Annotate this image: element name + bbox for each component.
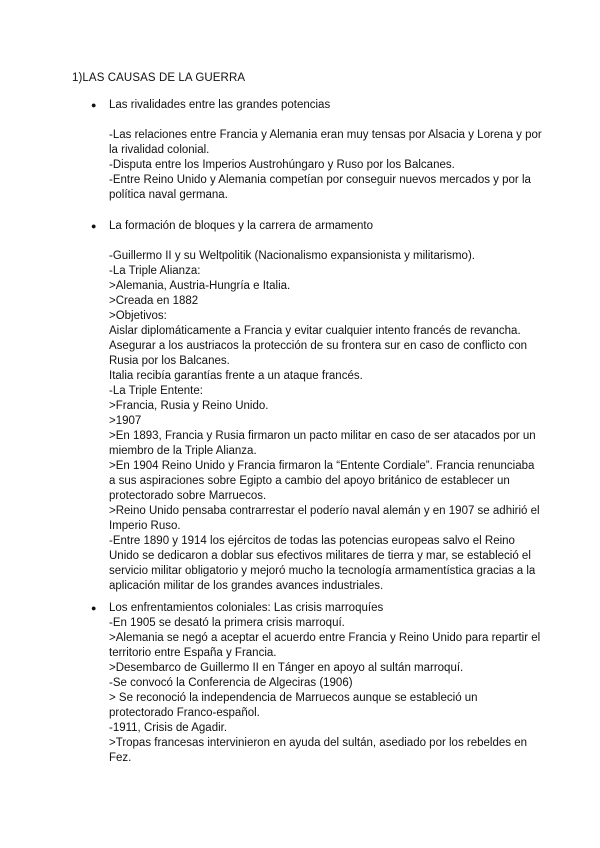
document-title: 1)LAS CAUSAS DE LA GUERRA	[72, 72, 246, 84]
text-line: > Se reconoció la independencia de Marruecos aunque se estableció un	[109, 692, 478, 704]
text-line: aplicación militar de los grandes avances industriales.	[109, 580, 384, 592]
text-line: territorio entre España y Francia.	[109, 647, 277, 659]
text-line: miembro de la Triple Alianza.	[109, 445, 257, 457]
text-line: >Creada en 1882	[109, 295, 199, 307]
text-line: >Tropas francesas intervinieron en ayuda del sultán, asediado por los rebeldes en	[109, 737, 527, 749]
text-line: -Guillermo II y su Weltpolitik (Nacionalismo expansionista y militarismo).	[109, 250, 475, 262]
text-line: política naval germana.	[109, 189, 228, 201]
text-line: >En 1904 Reino Unido y Francia firmaron la “Entente Cordiale”. Francia renunciaba	[109, 460, 535, 472]
text-line: >Objetivos:	[109, 310, 167, 322]
text-line: >1907	[109, 415, 142, 427]
section-heading: Las rivalidades entre las grandes potencias	[109, 99, 331, 111]
text-line: >Reino Unido pensaba contrarrestar el poderío naval alemán y en 1907 se adhirió el	[109, 505, 540, 517]
text-line: protectorado sobre Marruecos.	[109, 490, 267, 502]
bullet-icon: ●	[91, 221, 97, 231]
text-line: -Las relaciones entre Francia y Alemania eran muy tensas por Alsacia y Lorena y por	[109, 129, 542, 141]
text-line: Fez.	[109, 752, 132, 764]
text-line: -Entre 1890 y 1914 los ejércitos de todas las potencias europeas salvo el Reino	[109, 535, 515, 547]
text-line: la rivalidad colonial.	[109, 144, 210, 156]
section-heading: Los enfrentamientos coloniales: Las crisis marroquíes	[109, 602, 384, 614]
text-line: servicio militar obligatorio y mejoró mucho la tecnología armamentística gracias a la	[109, 565, 536, 577]
text-line: -La Triple Entente:	[109, 385, 203, 397]
text-line: -La Triple Alianza:	[109, 265, 201, 277]
text-line: Imperio Ruso.	[109, 520, 181, 532]
text-line: -En 1905 se desató la primera crisis marroquí.	[109, 617, 345, 629]
text-line: Aislar diplomáticamente a Francia y evitar cualquier intento francés de revancha.	[109, 325, 521, 337]
text-line: -Entre Reino Unido y Alemania competían por conseguir nuevos mercados y por la	[109, 174, 531, 186]
text-line: >Alemania, Austria-Hungría e Italia.	[109, 280, 291, 292]
text-line: >Francia, Rusia y Reino Unido.	[109, 400, 269, 412]
text-line: -Se convocó la Conferencia de Algeciras (1906)	[109, 677, 353, 689]
bullet-icon: ●	[91, 603, 97, 613]
text-line: Unido se dedicaron a doblar sus efectivos militares de tierra y mar, se estableció el	[109, 550, 531, 562]
text-line: -1911, Crisis de Agadir.	[109, 722, 228, 734]
text-line: Rusia por los Balcanes.	[109, 355, 230, 367]
text-line: a sus aspiraciones sobre Egipto a cambio del apoyo británico de establecer un	[109, 475, 510, 487]
text-line: -Disputa entre los Imperios Austrohúngaro y Ruso por los Balcanes.	[109, 159, 455, 171]
bullet-icon: ●	[91, 100, 97, 110]
text-line: Italia recibía garantías frente a un ataque francés.	[109, 370, 363, 382]
section-heading: La formación de bloques y la carrera de armamento	[109, 220, 374, 232]
text-line: >Alemania se negó a aceptar el acuerdo entre Francia y Reino Unido para repartir el	[109, 632, 541, 644]
text-line: >En 1893, Francia y Rusia firmaron un pacto militar en caso de ser atacados por un	[109, 430, 536, 442]
text-line: protectorado Franco-español.	[109, 707, 260, 719]
text-line: Asegurar a los austriacos la protección de su frontera sur en caso de conflicto con	[109, 340, 528, 352]
text-line: >Desembarco de Guillermo II en Tánger en apoyo al sultán marroquí.	[109, 662, 464, 674]
